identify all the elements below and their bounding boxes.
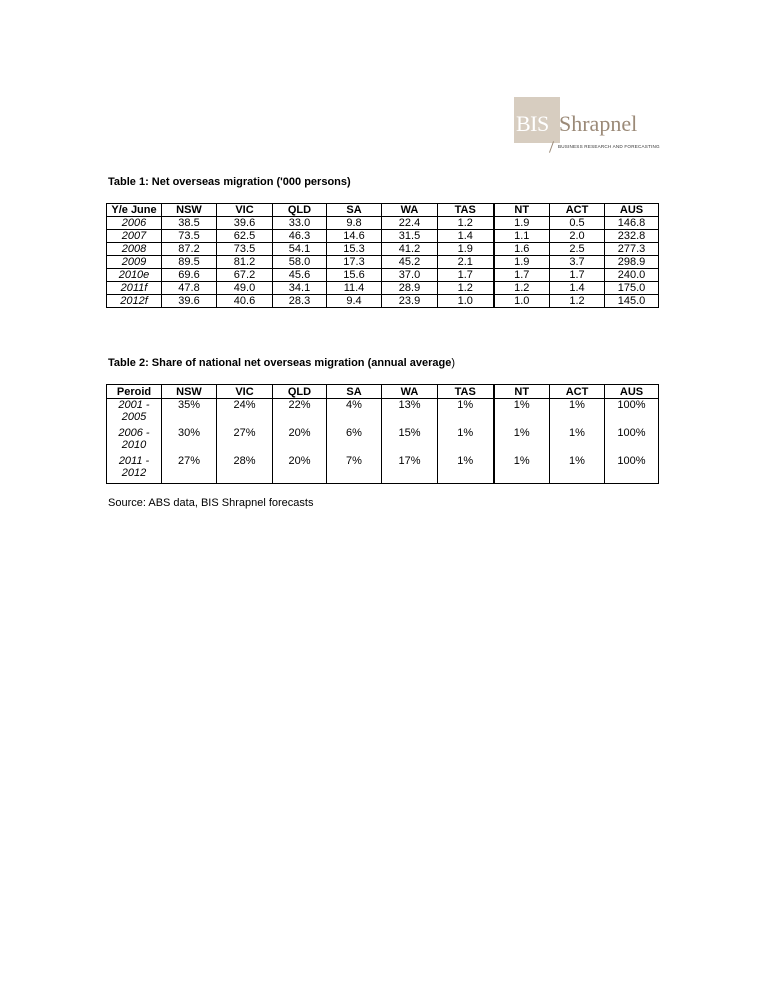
column-header: AUS	[605, 385, 659, 399]
table-cell: 1.4	[438, 230, 494, 243]
table-cell: 47.8	[162, 282, 217, 295]
table-cell: 27%	[217, 427, 273, 455]
table-row	[107, 243, 659, 256]
table-cell: 9.8	[327, 217, 382, 230]
column-header: TAS	[438, 385, 494, 399]
table-cell: 175.0	[605, 282, 659, 295]
table2-caption-tail: )	[451, 357, 456, 369]
logo-tagline: BUSINESS RESEARCH AND FORECASTING	[558, 144, 660, 149]
table-cell: 67.2	[217, 269, 273, 282]
table-cell: 232.8	[605, 230, 659, 243]
table-cell: 73.5	[217, 243, 273, 256]
table1-caption: Table 1: Net overseas migration ('000 persons)	[108, 176, 351, 188]
logo-name: Shrapnel	[559, 111, 638, 136]
table-cell: 1%	[494, 399, 550, 428]
table1-net-overseas-migration	[106, 203, 659, 308]
table-cell: 1%	[438, 427, 494, 455]
row-label: 2007	[107, 230, 162, 243]
table-row	[107, 399, 659, 428]
column-header: SA	[327, 204, 382, 217]
table-cell: 1%	[494, 427, 550, 455]
table-cell: 37.0	[382, 269, 438, 282]
table-cell: 9.4	[327, 295, 382, 308]
table-cell: 33.0	[273, 217, 327, 230]
header-row	[107, 385, 659, 399]
table-cell: 15.6	[327, 269, 382, 282]
table-cell: 1.7	[494, 269, 550, 282]
table-row	[107, 295, 659, 308]
table-cell: 1.7	[438, 269, 494, 282]
table-cell: 89.5	[162, 256, 217, 269]
table-cell: 1%	[550, 427, 605, 455]
table-cell: 100%	[605, 455, 659, 484]
table-cell: 145.0	[605, 295, 659, 308]
table-cell: 1.2	[550, 295, 605, 308]
table-cell: 23.9	[382, 295, 438, 308]
table-cell: 1%	[494, 455, 550, 484]
row-label: 2011f	[107, 282, 162, 295]
company-logo	[514, 97, 664, 155]
table-row	[107, 256, 659, 269]
table-row	[107, 269, 659, 282]
row-label: 2009	[107, 256, 162, 269]
table2-caption-main: Table 2: Share of national net overseas migration (annual average	[108, 357, 452, 369]
table-cell: 15.3	[327, 243, 382, 256]
table-cell: 1.0	[438, 295, 494, 308]
table-cell: 31.5	[382, 230, 438, 243]
table-cell: 22%	[273, 399, 327, 428]
column-header: Y/e June	[107, 204, 162, 217]
table-row	[107, 217, 659, 230]
table-cell: 81.2	[217, 256, 273, 269]
table-cell: 73.5	[162, 230, 217, 243]
table-cell: 87.2	[162, 243, 217, 256]
table-cell: 1.7	[550, 269, 605, 282]
table-cell: 13%	[382, 399, 438, 428]
table-cell: 17.3	[327, 256, 382, 269]
table-cell: 15%	[382, 427, 438, 455]
row-label: 2010e	[107, 269, 162, 282]
table-cell: 2.5	[550, 243, 605, 256]
logo-mark-text: BIS	[516, 111, 549, 136]
column-header: ACT	[550, 204, 605, 217]
table-cell: 1.2	[438, 217, 494, 230]
table-row	[107, 427, 659, 455]
column-header: TAS	[438, 204, 494, 217]
table-cell: 1.0	[494, 295, 550, 308]
table-cell: 62.5	[217, 230, 273, 243]
row-label: 2006 - 2010	[107, 427, 162, 455]
table-cell: 298.9	[605, 256, 659, 269]
column-header: WA	[382, 385, 438, 399]
table-cell: 1%	[550, 455, 605, 484]
table-row	[107, 230, 659, 243]
table-cell: 24%	[217, 399, 273, 428]
table-cell: 17%	[382, 455, 438, 484]
table-cell: 49.0	[217, 282, 273, 295]
table-cell: 1.9	[494, 256, 550, 269]
table-cell: 100%	[605, 399, 659, 428]
table-cell: 22.4	[382, 217, 438, 230]
table-cell: 46.3	[273, 230, 327, 243]
column-header: NSW	[162, 204, 217, 217]
column-header: AUS	[605, 204, 659, 217]
table-cell: 1%	[438, 399, 494, 428]
table-cell: 20%	[273, 455, 327, 484]
table-cell: 41.2	[382, 243, 438, 256]
table-cell: 1%	[438, 455, 494, 484]
table-cell: 1.2	[438, 282, 494, 295]
source-note: Source: ABS data, BIS Shrapnel forecasts	[108, 497, 314, 509]
table-row	[107, 455, 659, 484]
table-cell: 0.5	[550, 217, 605, 230]
table-cell: 277.3	[605, 243, 659, 256]
table-cell: 1%	[550, 399, 605, 428]
table-cell: 39.6	[162, 295, 217, 308]
table-cell: 28%	[217, 455, 273, 484]
table-cell: 30%	[162, 427, 217, 455]
table-cell: 45.6	[273, 269, 327, 282]
column-header: NSW	[162, 385, 217, 399]
table-cell: 38.5	[162, 217, 217, 230]
table-cell: 7%	[327, 455, 382, 484]
table-cell: 240.0	[605, 269, 659, 282]
column-header: Peroid	[107, 385, 162, 399]
column-header: ACT	[550, 385, 605, 399]
table-cell: 1.4	[550, 282, 605, 295]
table-cell: 20%	[273, 427, 327, 455]
table-cell: 28.9	[382, 282, 438, 295]
column-header: NT	[494, 204, 550, 217]
table-cell: 39.6	[217, 217, 273, 230]
row-label: 2012f	[107, 295, 162, 308]
column-header: NT	[494, 385, 550, 399]
column-header: QLD	[273, 204, 327, 217]
row-label: 2006	[107, 217, 162, 230]
table-cell: 1.2	[494, 282, 550, 295]
table2-share-of-migration	[106, 384, 659, 484]
table-cell: 4%	[327, 399, 382, 428]
table-cell: 11.4	[327, 282, 382, 295]
table-cell: 45.2	[382, 256, 438, 269]
table-cell: 3.7	[550, 256, 605, 269]
table-cell: 58.0	[273, 256, 327, 269]
column-header: VIC	[217, 385, 273, 399]
row-label: 2001 - 2005	[107, 399, 162, 428]
table-cell: 2.0	[550, 230, 605, 243]
table-cell: 1.1	[494, 230, 550, 243]
table-cell: 1.9	[438, 243, 494, 256]
table-cell: 14.6	[327, 230, 382, 243]
table-cell: 6%	[327, 427, 382, 455]
table2-caption	[108, 357, 455, 369]
column-header: QLD	[273, 385, 327, 399]
header-row	[107, 204, 659, 217]
table-cell: 100%	[605, 427, 659, 455]
table-cell: 28.3	[273, 295, 327, 308]
table-cell: 1.6	[494, 243, 550, 256]
table-cell: 69.6	[162, 269, 217, 282]
column-header: WA	[382, 204, 438, 217]
table-cell: 54.1	[273, 243, 327, 256]
table-cell: 146.8	[605, 217, 659, 230]
table-cell: 35%	[162, 399, 217, 428]
table-row	[107, 282, 659, 295]
table-cell: 2.1	[438, 256, 494, 269]
table-cell: 34.1	[273, 282, 327, 295]
table-cell: 40.6	[217, 295, 273, 308]
table-cell: 1.9	[494, 217, 550, 230]
row-label: 2011 - 2012	[107, 455, 162, 484]
table-cell: 27%	[162, 455, 217, 484]
column-header: VIC	[217, 204, 273, 217]
row-label: 2008	[107, 243, 162, 256]
column-header: SA	[327, 385, 382, 399]
